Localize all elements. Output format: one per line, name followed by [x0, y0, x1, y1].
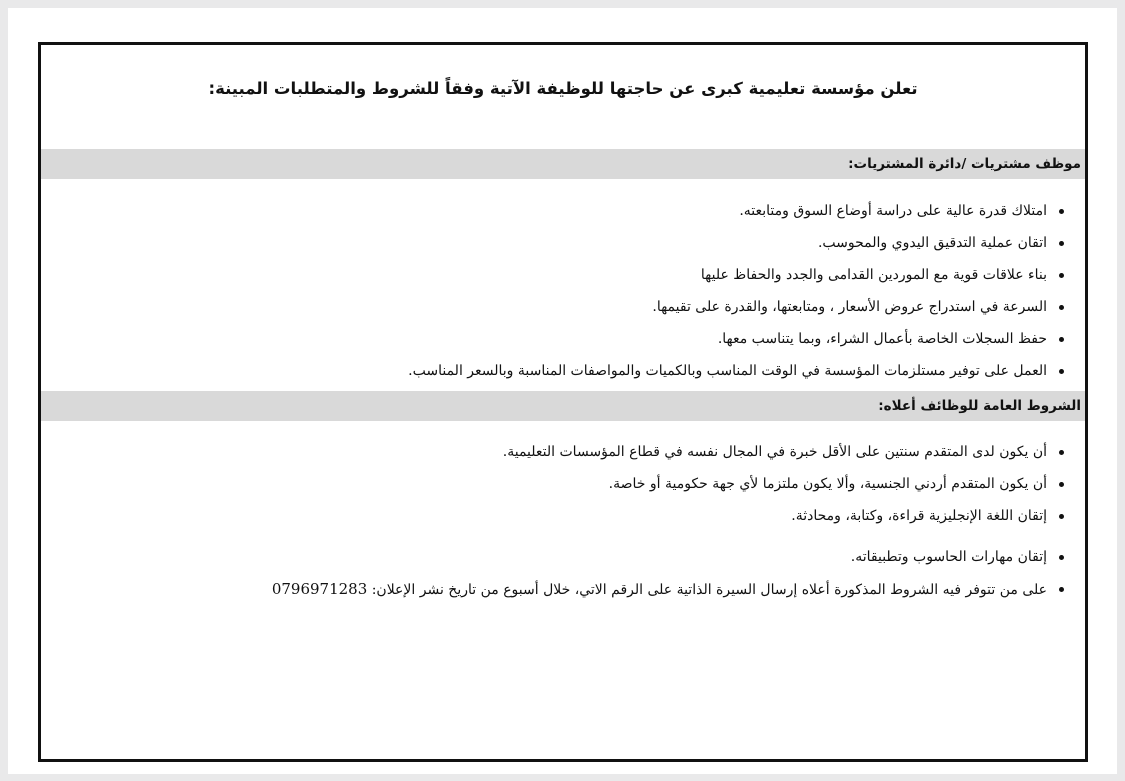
bullet-icon: [1059, 273, 1064, 278]
list-item-text: إتقان اللغة الإنجليزية قراءة، وكتابة، ومحادثة.: [791, 508, 1047, 524]
section-heading-general-conditions: الشروط العامة للوظائف أعلاه:: [41, 391, 1085, 421]
list-item-text: السرعة في استدراج عروض الأسعار ، ومتابعتها، والقدرة على تقيمها.: [652, 299, 1047, 315]
bullet-icon: [1059, 209, 1064, 214]
bullet-icon: [1059, 482, 1064, 487]
list-item-text: على من تتوفر فيه الشروط المذكورة أعلاه إرسال السيرة الذاتية على الرقم الاتي، خلال أسبوع من تاريخ نشر الإعلان:: [371, 582, 1047, 598]
list-item: [408, 355, 1085, 387]
list-item: [408, 323, 1085, 355]
bullet-icon: [1059, 514, 1064, 519]
bullet-icon: [1059, 369, 1064, 374]
document-page: [8, 8, 1117, 774]
job-requirements-list: [408, 195, 1085, 387]
list-item-text: اتقان عملية التدقيق اليدوي والمحوسب.: [817, 235, 1047, 251]
list-item: [408, 259, 1085, 291]
bullet-icon: [1059, 241, 1064, 246]
list-item: [408, 195, 1085, 227]
announcement-title: تعلن مؤسسة تعليمية كبرى عن حاجتها للوظيفة الآتية وفقاً للشروط والمتطلبات المبينة:: [208, 79, 918, 98]
list-item: [408, 227, 1085, 259]
list-item: [408, 291, 1085, 323]
contact-phone-number: 0796971283: [271, 580, 368, 598]
list-item: [272, 500, 1085, 532]
list-item: [272, 541, 1085, 573]
bullet-icon: [1059, 555, 1064, 560]
list-item-text: إتقان مهارات الحاسوب وتطبيقاته.: [850, 549, 1047, 565]
list-item-text: بناء علاقات قوية مع الموردين القدامى والجدد والحفاظ عليها: [700, 267, 1047, 283]
list-item: [272, 436, 1085, 468]
general-conditions-list: [272, 436, 1085, 605]
bullet-icon: [1059, 337, 1064, 342]
list-item-text: أن يكون المتقدم أردني الجنسية، وألا يكون ملتزما لأي جهة حكومية أو خاصة.: [608, 476, 1047, 492]
announcement-frame: [38, 42, 1088, 762]
section-heading-purchasing-officer: موظف مشتريات /دائرة المشتريات:: [41, 149, 1085, 179]
bullet-icon: [1059, 305, 1064, 310]
list-item-text: امتلاك قدرة عالية على دراسة أوضاع السوق ومتابعته.: [739, 203, 1047, 219]
bullet-icon: [1059, 450, 1064, 455]
list-item: [272, 573, 1085, 605]
bullet-icon: [1059, 587, 1064, 592]
list-item-text: أن يكون لدى المتقدم سنتين على الأقل خبرة في المجال نفسه في قطاع المؤسسات التعليمية.: [502, 444, 1047, 460]
list-item: [272, 468, 1085, 500]
list-item-text: العمل على توفير مستلزمات المؤسسة في الوقت المناسب وبالكميات والمواصفات المناسبة وبالسعر المناسب.: [408, 363, 1047, 379]
list-item-text: حفظ السجلات الخاصة بأعمال الشراء، وبما يتناسب معها.: [717, 331, 1047, 347]
